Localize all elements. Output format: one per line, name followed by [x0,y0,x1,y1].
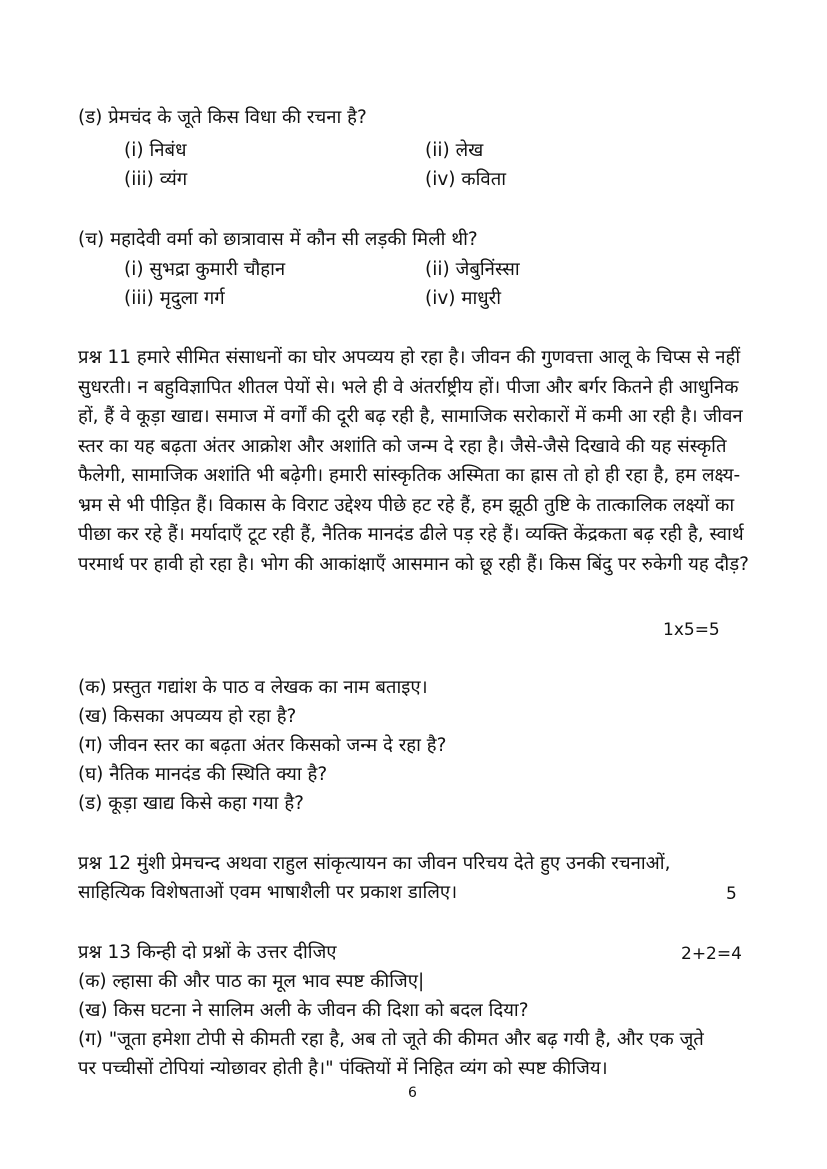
page-number: 6 [408,1085,417,1101]
option-ch-2: (ii) जेबुनिंस्सा [425,259,520,280]
question-d: (ड) प्रेमचंद के जूते किस विधा की रचना है? [78,107,367,128]
q13-sub-g-line2: पर पच्चीसों टोपियां न्योछावर होती है।" पंक्तियों में निहित व्यंग को स्पष्ट कीजिय। [78,1058,608,1079]
option-ch-4: (iv) माधुरी [425,288,501,309]
q12-marks: 5 [726,884,737,904]
q13-heading: प्रश्न 13 किन्ही दो प्रश्नों के उत्तर दीजिए [78,942,337,963]
q11-sub-3: (ग) जीवन स्तर का बढ़ता अंतर किसको जन्म दे रहा है? [78,735,447,756]
q11-passage: प्रश्न 11 हमारे सीमित संसाधनों का घोर अपव्यय हो रहा है। जीवन की गुणवत्ता आलू के चिप्स से नहीं सुधरती। न बहुविज्ञापित शीतल पेयों से। भले ही वे अंतर्राष्ट्रीय हों। पीजा और बर्गर कितने ही आधुनिक हों, हैं वे कूड़ा खाद्य। समाज में वर्गों की दूरी बढ़ रही है, सामाजिक सरोकारों में कमी आ रही है। जीवन स्तर का यह बढ़ता अंतर आक्रोश और अशांति को जन्म दे रहा है। जैसे-जैसे दिखावे की यह संस्कृति फैलेगी, सामाजिक अशांति भी बढ़ेगी। हमारी सांस्कृतिक अस्मिता का ह्रास तो हो ही रहा है, हम लक्ष्य-भ्रम से भी पीड़ित हैं। विकास के विराट उद्देश्य पीछे हट रहे हैं, हम झूठी तुष्टि के तात्कालिक लक्ष्यों का पीछा कर रहे हैं। मर्यादाएँ टूट रही हैं, नैतिक मानदंड ढीले पड़ रहे हैं। व्यक्ति केंद्रकता बढ़ रही है, स्वार्थ परमार्थ पर हावी हो रहा है। भोग की आकांक्षाएँ आसमान को छू रही हैं। किस बिंदु पर रुकेगी यह दौड़? [78,347,749,575]
q13-sub-kh: (ख) किस घटना ने सालिम अली के जीवन की दिशा को बदल दिया? [78,1000,529,1021]
option-ch-3: (iii) मृदुला गर्ग [124,288,225,309]
q11-sub-2: (ख) किसका अपव्यय हो रहा है? [78,706,297,727]
option-d-3: (iii) व्यंग [124,169,188,190]
q12-line2: साहित्यिक विशेषताओं एवम भाषाशैली पर प्रकाश डालिए। [78,882,458,903]
q11-marks: 1x5=5 [663,620,720,640]
q11-sub-4: (घ) नैतिक मानदंड की स्थिति क्या है? [78,764,328,785]
option-ch-1: (i) सुभद्रा कुमारी चौहान [124,259,286,280]
option-d-1: (i) निबंध [124,140,187,161]
q13-sub-k: (क) ल्हासा की और पाठ का मूल भाव स्पष्ट कीजिए| [78,971,425,992]
q12-line1: प्रश्न 12 मुंशी प्रेमचन्द अथवा राहुल सांकृत्यायन का जीवन परिचय देते हुए उनकी रचनाओं, [78,853,671,874]
q11-sub-5: (ड) कूड़ा खाद्य किसे कहा गया है? [78,793,305,814]
q13-marks: 2+2=4 [681,944,742,964]
option-d-2: (ii) लेख [425,140,484,161]
q13-sub-g-line1: (ग) "जूता हमेशा टोपी से कीमती रहा है, अब तो जूते की कीमत और बढ़ गयी है, और एक जूते [78,1029,704,1050]
q11-sub-1: (क) प्रस्तुत गद्यांश के पाठ व लेखक का नाम बताइए। [78,677,428,698]
question-ch: (च) महादेवी वर्मा को छात्रावास में कौन सी लड़की मिली थी? [78,229,478,250]
option-d-4: (iv) कविता [425,169,507,190]
